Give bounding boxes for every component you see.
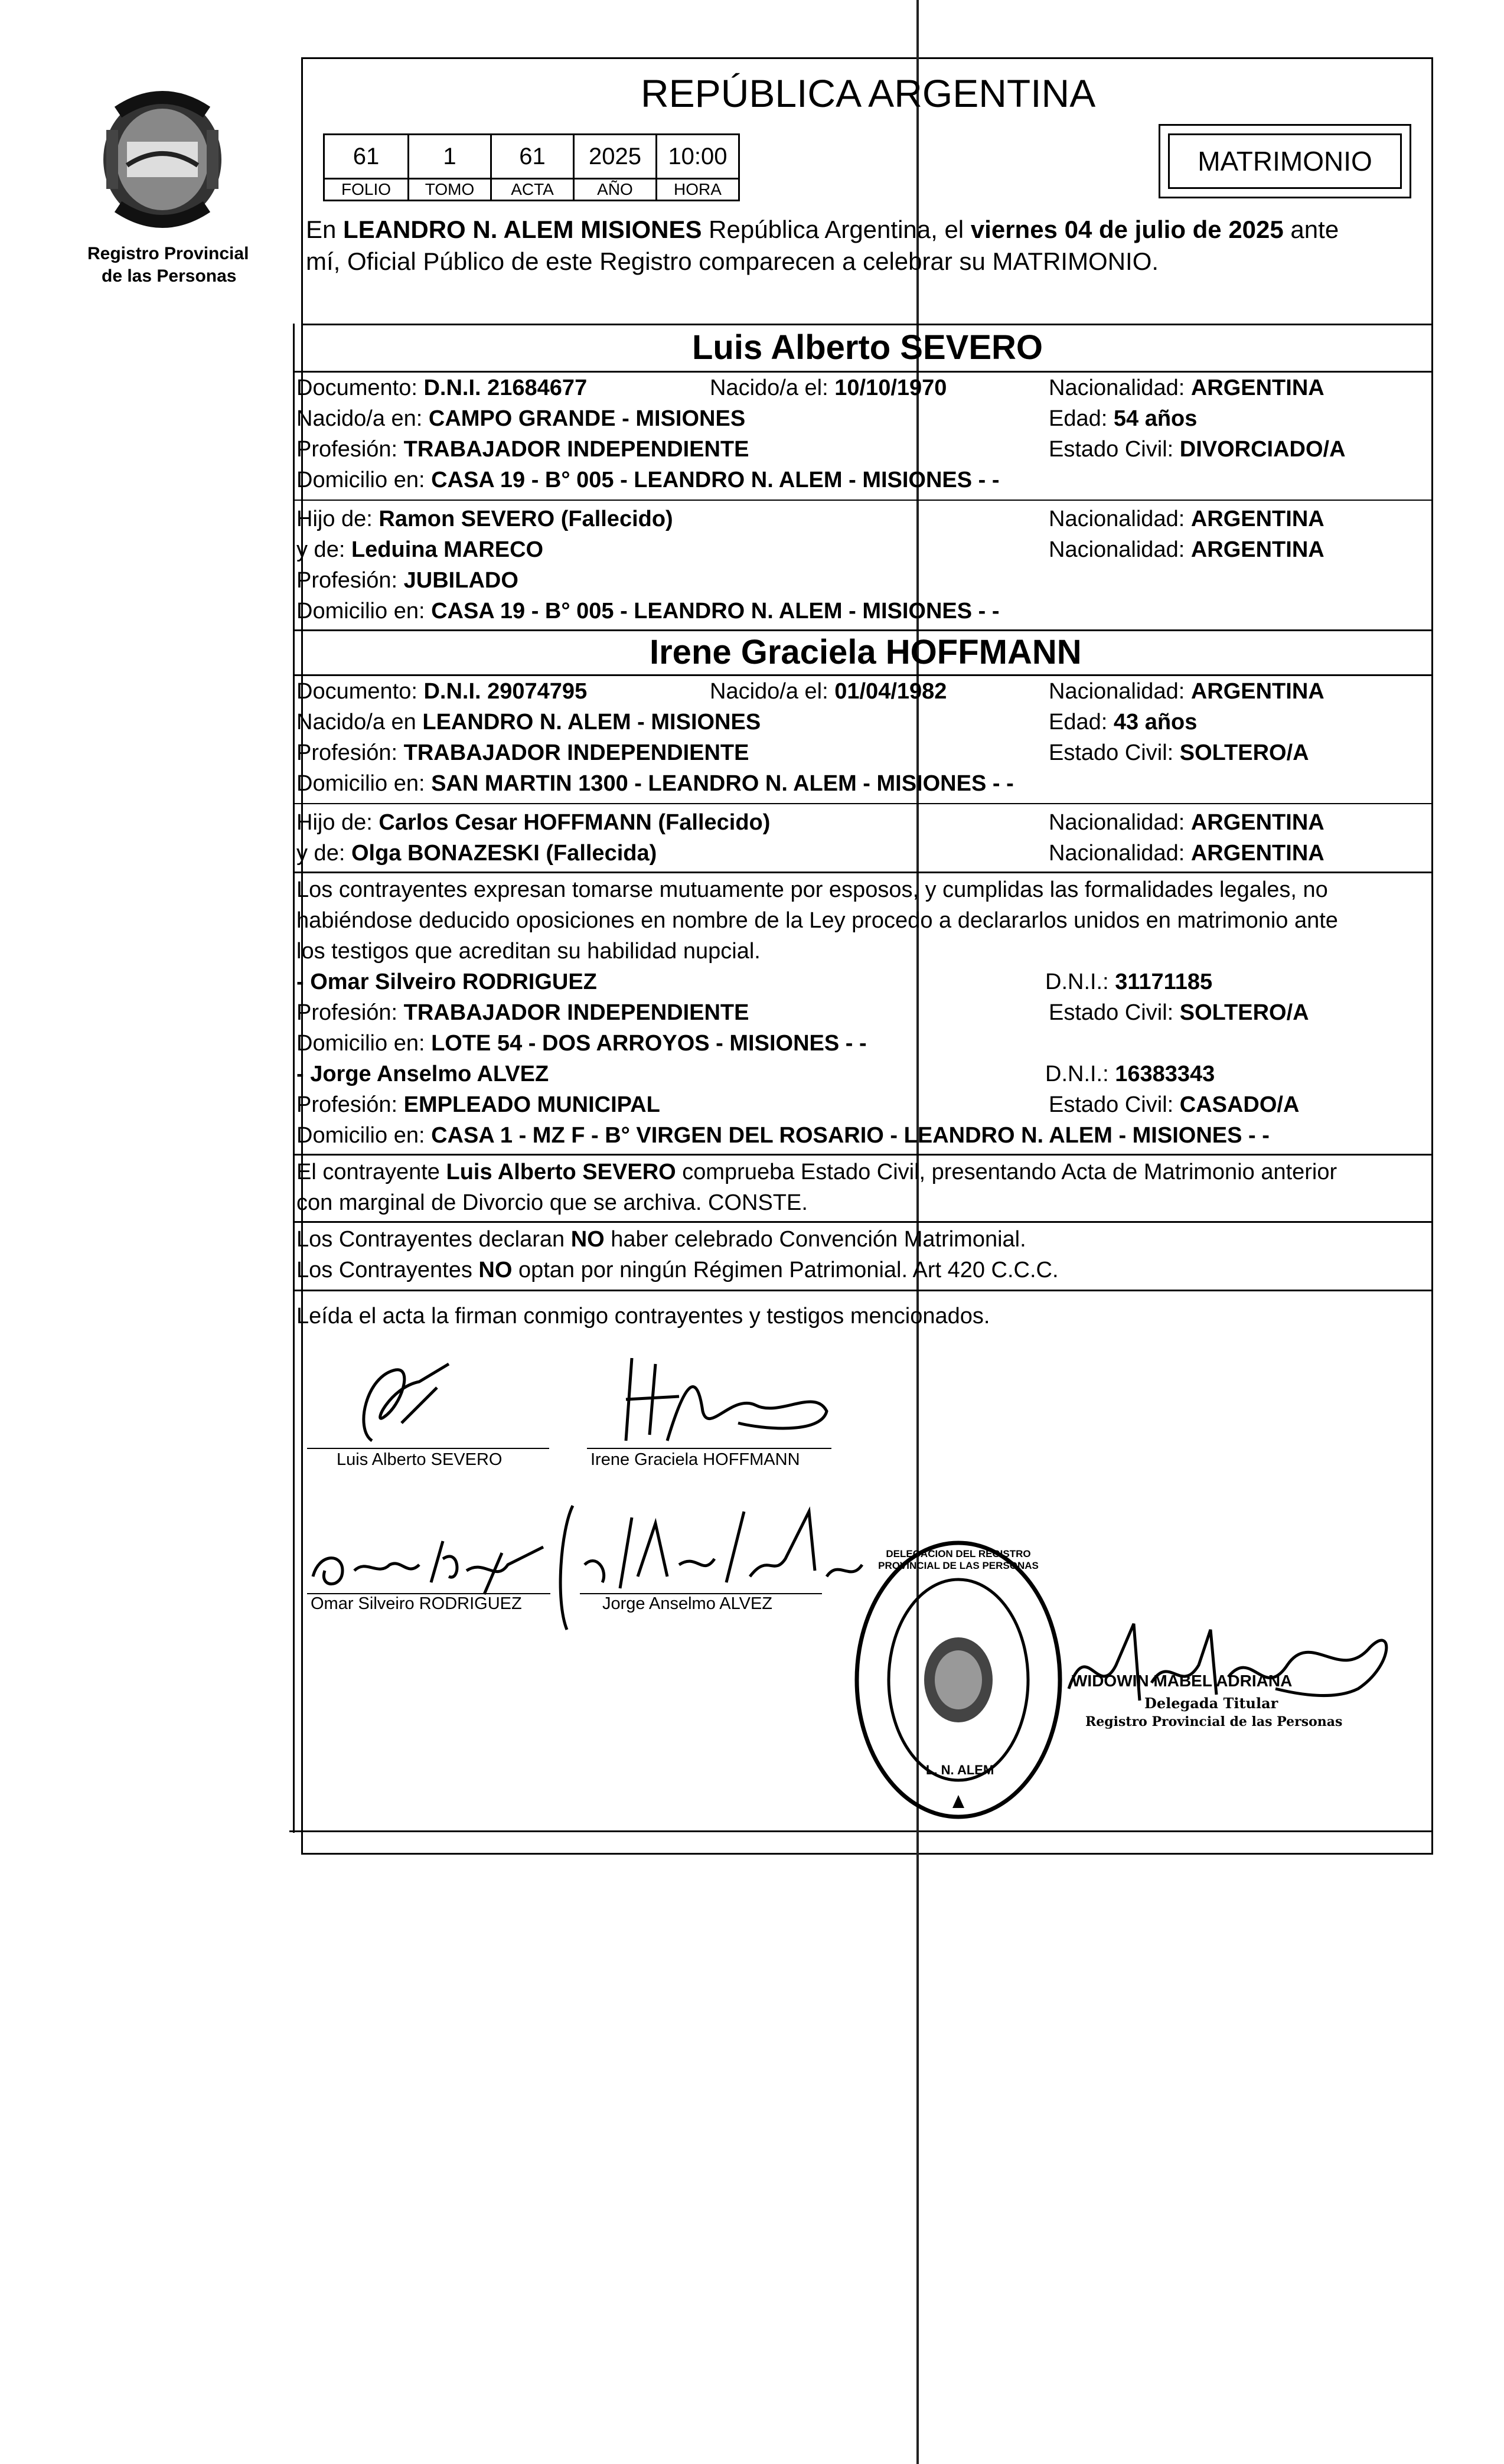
witness1-sign-label: Omar Silveiro RODRIGUEZ	[311, 1594, 522, 1613]
witness2-civil-value: CASADO/A	[1179, 1092, 1300, 1117]
spouse1-address	[296, 466, 1000, 494]
spouse1-name-rule	[293, 371, 1433, 373]
witness2-civil-label: Estado Civil:	[1049, 1092, 1180, 1117]
spouse2-doc-value: D.N.I. 29074795	[423, 679, 588, 704]
spouse2-father-label: Hijo de:	[296, 810, 379, 835]
spouse1-nationality	[1049, 374, 1324, 402]
civil-proof-prefix: El contrayente	[296, 1160, 446, 1184]
spouse1-civil	[1049, 436, 1346, 463]
tomo-label: TOMO	[407, 178, 492, 201]
spouse1-father-nat-value: ARGENTINA	[1190, 507, 1324, 531]
spouse2-address	[296, 770, 1014, 797]
regime-line	[296, 1257, 1059, 1284]
stamp-city: L. N. ALEM	[926, 1763, 994, 1777]
spouse1-addr-value: CASA 19 - B° 005 - LEANDRO N. ALEM - MISIONES - -	[431, 468, 1000, 492]
witness1-civil	[1049, 999, 1309, 1026]
witness1-signature	[307, 1523, 573, 1600]
witness2-addr-label: Domicilio en:	[296, 1123, 432, 1148]
spouse1-father-value: Ramon SEVERO (Fallecido)	[379, 507, 673, 531]
spouse2-profession	[296, 739, 749, 766]
spouse2-prof-label: Profesión:	[296, 740, 404, 765]
spouse2-born-in	[296, 709, 761, 736]
closing-statement: Leída el acta la firman conmigo contrayentes y testigos mencionados.	[296, 1304, 990, 1329]
spouse2-age-label: Edad:	[1049, 710, 1114, 735]
spouse1-nat-value: ARGENTINA	[1190, 376, 1324, 400]
spouse2-addr-label: Domicilio en:	[296, 771, 432, 796]
spouse2-mother-nat-value: ARGENTINA	[1190, 841, 1324, 866]
civil-proof-line1	[296, 1158, 1337, 1186]
spouse1-parent-profession	[296, 567, 518, 594]
spouse2-father-nat-value: ARGENTINA	[1190, 810, 1324, 835]
registry-name-line2: de las Personas	[102, 266, 237, 286]
spouse2-father-value: Carlos Cesar HOFFMANN (Fallecido)	[379, 810, 771, 835]
spouse2-age-value: 43 años	[1113, 710, 1198, 735]
official-org: Registro Provincial de las Personas	[1085, 1714, 1343, 1729]
witness1-prof-value: TRABAJADOR INDEPENDIENTE	[403, 1000, 749, 1025]
intro-line1	[306, 215, 1339, 244]
spouse1-parent-address	[296, 598, 1000, 625]
witness2-dni-value: 16383343	[1115, 1062, 1215, 1086]
province-coat-of-arms-icon	[83, 77, 242, 242]
spouse1-age	[1049, 405, 1197, 432]
registry-name-line1: Registro Provincial	[87, 244, 249, 263]
stamp-ring-text: DELEGACION DEL REGISTRO PROVINCIAL DE LAS PERSONAS	[878, 1548, 1039, 1571]
spouse1-bottom-rule	[293, 629, 1433, 631]
intro-date: viernes 04 de julio de 2025	[970, 216, 1284, 243]
spouse2-born-on	[710, 678, 947, 705]
frame-bottom-rule	[289, 1830, 1433, 1832]
spouse1-father-label: Hijo de:	[296, 507, 379, 531]
intro-line2: mí, Oficial Público de este Registro comparecen a celebrar su MATRIMONIO.	[306, 247, 1159, 275]
spouse1-born-on	[710, 374, 947, 402]
spouse1-born-on-value: 10/10/1970	[834, 376, 947, 400]
spouse2-doc	[296, 678, 587, 705]
spouse2-nat-value: ARGENTINA	[1190, 679, 1324, 704]
witness1-dni-label: D.N.I.:	[1045, 970, 1115, 994]
hour-value: 10:00	[655, 133, 740, 180]
spouse1-mother-nat-value: ARGENTINA	[1190, 537, 1324, 562]
intro-place: LEANDRO N. ALEM MISIONES	[343, 216, 702, 243]
spouse1-father	[296, 505, 673, 533]
spouse1-mother-value: Leduina MARECO	[351, 537, 544, 562]
spouse2-nat-label: Nacionalidad:	[1049, 679, 1191, 704]
spouse1-born-in-label: Nacido/a en:	[296, 406, 429, 431]
witness1-dni	[1045, 968, 1212, 996]
witness1-prof-label: Profesión:	[296, 1000, 404, 1025]
spouse2-born-on-value: 01/04/1982	[834, 679, 947, 704]
declaration-line3: los testigos que acreditan su habilidad nupcial.	[296, 939, 761, 964]
regime-no: NO	[478, 1258, 513, 1282]
witness2-profession	[296, 1091, 660, 1118]
spouse2-born-in-value: LEANDRO N. ALEM - MISIONES	[422, 710, 761, 735]
spouse1-name: Luis Alberto SEVERO	[692, 328, 1043, 367]
spouse1-mother-label: y de:	[296, 537, 351, 562]
spouse1-mother-nat	[1049, 536, 1324, 563]
spouse2-father	[296, 809, 770, 836]
acta-label: ACTA	[490, 178, 575, 201]
spouse2-signature	[614, 1346, 839, 1458]
spouse1-prof-label: Profesión:	[296, 437, 404, 462]
witnesses-bottom-rule	[293, 1154, 1433, 1156]
official-name: WIDOWIN MABEL ADRIANA	[1072, 1672, 1293, 1690]
spouse1-mother	[296, 536, 543, 563]
civil-proof-name: Luis Alberto SEVERO	[446, 1160, 676, 1184]
witness2-name: - Jorge Anselmo ALVEZ	[296, 1062, 549, 1086]
spouse1-age-value: 54 años	[1113, 406, 1198, 431]
civil-proof-bottom-rule	[293, 1221, 1433, 1223]
spouse1-parent-addr-value: CASA 19 - B° 005 - LEANDRO N. ALEM - MISIONES - -	[431, 599, 1000, 624]
spouse1-person-rule	[293, 500, 1433, 501]
folio-value: 61	[323, 133, 409, 180]
official-title: Delegada Titular	[1144, 1695, 1278, 1712]
spouse2-person-rule	[293, 803, 1433, 804]
spouse1-born-on-label: Nacido/a el:	[710, 376, 835, 400]
year-label: AÑO	[573, 178, 657, 201]
spouse2-age	[1049, 709, 1197, 736]
delegation-stamp	[849, 1535, 1068, 1825]
witness2-addr-value: CASA 1 - MZ F - B° VIRGEN DEL ROSARIO - LEANDRO N. ALEM - MISIONES - -	[431, 1123, 1270, 1148]
spouse2-prof-value: TRABAJADOR INDEPENDIENTE	[403, 740, 749, 765]
witness1-name: - Omar Silveiro RODRIGUEZ	[296, 970, 597, 994]
spouse1-father-nat	[1049, 505, 1324, 533]
intro-country: República Argentina, el	[702, 216, 971, 243]
hour-label: HORA	[655, 178, 740, 201]
witness1-addr-value: LOTE 54 - DOS ARROYOS - MISIONES - -	[431, 1031, 867, 1056]
spouse1-parent-addr-label: Domicilio en:	[296, 599, 432, 624]
act-type-label: MATRIMONIO	[1168, 133, 1402, 189]
witness1-civil-value: SOLTERO/A	[1179, 1000, 1309, 1025]
spouse2-mother-nat	[1049, 840, 1324, 867]
spouse1-sign-line	[307, 1448, 549, 1449]
spouse1-father-nat-label: Nacionalidad:	[1049, 507, 1191, 531]
witness1-profession	[296, 999, 749, 1026]
registry-logo	[83, 77, 242, 242]
witness1-addr-label: Domicilio en:	[296, 1031, 432, 1056]
convention-no: NO	[570, 1227, 605, 1252]
spouse2-bottom-rule	[293, 872, 1433, 873]
spouse1-civil-label: Estado Civil:	[1049, 437, 1180, 462]
witness1-civil-label: Estado Civil:	[1049, 1000, 1180, 1025]
witness2-prof-value: EMPLEADO MUNICIPAL	[403, 1092, 660, 1117]
witness2-civil	[1049, 1091, 1299, 1118]
civil-proof-suffix: comprueba Estado Civil, presentando Acta de Matrimonio anterior	[676, 1160, 1337, 1184]
spouse2-doc-label: Documento:	[296, 679, 424, 704]
declaration-line2: habiéndose deducido oposiciones en nombre de la Ley procedo a declararlos unidos en matrimonio ante	[296, 908, 1338, 933]
witness2-dni-label: D.N.I.:	[1045, 1062, 1115, 1086]
spouse1-born-in-value: CAMPO GRANDE - MISIONES	[428, 406, 746, 431]
spouse1-nat-label: Nacionalidad:	[1049, 376, 1191, 400]
country-title: REPÚBLICA ARGENTINA	[641, 71, 1096, 115]
acta-value: 61	[490, 133, 575, 180]
spouse1-parent-prof-value: JUBILADO	[403, 568, 518, 593]
witness2-sign-label: Jorge Anselmo ALVEZ	[602, 1594, 773, 1613]
spouse2-father-nat	[1049, 809, 1324, 836]
spouse2-born-on-label: Nacido/a el:	[710, 679, 835, 704]
spouse2-civil-label: Estado Civil:	[1049, 740, 1180, 765]
spouse1-doc-label: Documento:	[296, 376, 424, 400]
witness1-address	[296, 1030, 867, 1057]
spouse2-mother	[296, 840, 657, 867]
spouse2-sign-line	[587, 1448, 831, 1449]
witness2-address	[296, 1122, 1270, 1149]
spouse1-mother-nat-label: Nacionalidad:	[1049, 537, 1191, 562]
spouse1-profession	[296, 436, 749, 463]
spouse1-age-label: Edad:	[1049, 406, 1114, 431]
spouse2-civil-value: SOLTERO/A	[1179, 740, 1309, 765]
spouse2-mother-value: Olga BONAZESKI (Fallecida)	[351, 841, 657, 866]
witness2-dni	[1045, 1060, 1215, 1088]
spouse2-born-in-label: Nacido/a en	[296, 710, 423, 735]
delegation-seal-icon	[849, 1535, 1068, 1825]
spouse2-mother-label: y de:	[296, 841, 351, 866]
spouse2-sign-label: Irene Graciela HOFFMANN	[590, 1450, 800, 1469]
spouse1-prof-value: TRABAJADOR INDEPENDIENTE	[403, 437, 749, 462]
intro-bottom-rule	[301, 324, 1433, 325]
witness1-dni-value: 31171185	[1115, 970, 1213, 994]
year-value: 2025	[573, 133, 657, 180]
spouse2-name: Irene Graciela HOFFMANN	[650, 633, 1082, 671]
spouse1-civil-value: DIVORCIADO/A	[1179, 437, 1346, 462]
spouse1-born-in	[296, 405, 745, 432]
spouse1-doc	[296, 374, 587, 402]
spouse1-parent-prof-label: Profesión:	[296, 568, 404, 593]
spouse2-nationality	[1049, 678, 1324, 705]
witness2-signature	[549, 1494, 880, 1636]
spouse2-civil	[1049, 739, 1309, 766]
witness2-prof-label: Profesión:	[296, 1092, 404, 1117]
convention-suffix: haber celebrado Convención Matrimonial.	[604, 1227, 1026, 1252]
convention-line	[296, 1226, 1026, 1253]
civil-proof-line2: con marginal de Divorcio que se archiva. CONSTE.	[296, 1190, 808, 1215]
spouse1-doc-value: D.N.I. 21684677	[423, 376, 588, 400]
spouse2-mother-nat-label: Nacionalidad:	[1049, 841, 1191, 866]
spouse2-addr-value: SAN MARTIN 1300 - LEANDRO N. ALEM - MISIONES - -	[431, 771, 1014, 796]
spouse1-signature	[331, 1352, 484, 1458]
regime-bottom-rule	[293, 1290, 1433, 1291]
tomo-value: 1	[407, 133, 492, 180]
spouse2-father-nat-label: Nacionalidad:	[1049, 810, 1191, 835]
regime-prefix: Los Contrayentes	[296, 1258, 479, 1282]
spouse1-addr-label: Domicilio en:	[296, 468, 432, 492]
frame-left-rule	[293, 324, 295, 1833]
intro-ante: ante	[1283, 216, 1339, 243]
folio-label: FOLIO	[323, 178, 409, 201]
spouse1-sign-label: Luis Alberto SEVERO	[337, 1450, 503, 1469]
spouse2-name-rule	[293, 674, 1433, 676]
regime-suffix: optan por ningún Régimen Patrimonial. Art 420 C.C.C.	[512, 1258, 1059, 1282]
intro-prefix: En	[306, 216, 344, 243]
convention-prefix: Los Contrayentes declaran	[296, 1227, 571, 1252]
declaration-line1: Los contrayentes expresan tomarse mutuamente por esposos, y cumplidas las formalidades legales, no	[296, 877, 1328, 902]
